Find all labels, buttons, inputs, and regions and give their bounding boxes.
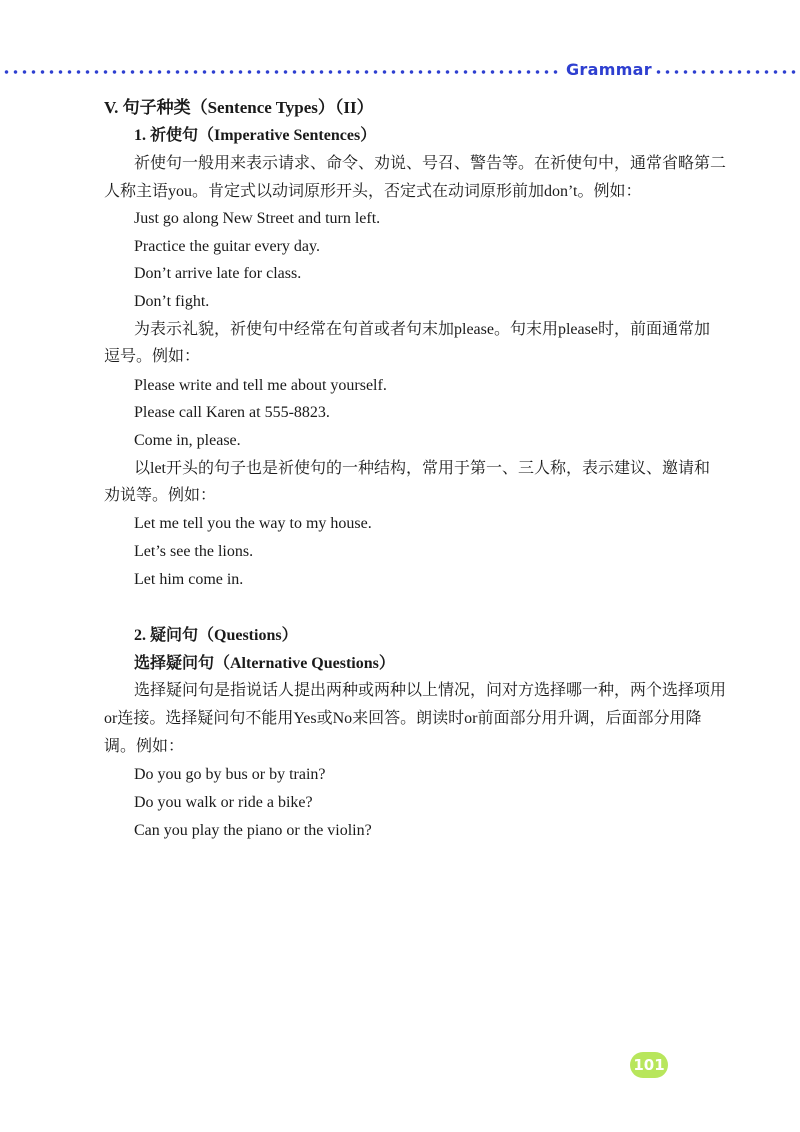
example-sentence: Let me tell you the way to my house. xyxy=(134,515,372,532)
example-sentence: Practice the guitar every day. xyxy=(134,238,320,255)
example-sentence: Do you go by bus or by train? xyxy=(134,766,326,783)
questions-title: 2. 疑问句（Questions） xyxy=(134,627,298,644)
example-sentence: Let him come in. xyxy=(134,571,244,588)
example-sentence: Don’t arrive late for class. xyxy=(134,265,302,282)
polite-note-line-2: 逗号。例如： xyxy=(104,348,201,365)
let-note-line-2: 劝说等。例如： xyxy=(104,487,217,504)
page-number-badge: 101 xyxy=(630,1052,668,1078)
example-sentence: Can you play the piano or the violin? xyxy=(134,822,372,839)
imperative-intro-line-1: 祈使句一般用来表示请求、命令、劝说、号召、警告等。在祈使句中，通常省略第二 xyxy=(134,155,727,172)
example-sentence: Don’t fight. xyxy=(134,293,210,310)
questions-desc-line-2: or连接。选择疑问句不能用Yes或No来回答。朗读时or前面部分用升调，后面部分用降 xyxy=(104,710,702,727)
running-header-title: Grammar xyxy=(566,60,652,79)
header-dotted-rule-left xyxy=(2,70,562,74)
example-sentence: Please write and tell me about yourself. xyxy=(134,377,387,394)
example-sentence: Let’s see the lions. xyxy=(134,543,254,560)
example-sentence: Do you walk or ride a bike? xyxy=(134,794,313,811)
imperative-intro-line-2: 人称主语you。肯定式以动词原形开头，否定式在动词原形前加don’t。例如： xyxy=(104,183,642,200)
let-note-line-1: 以let开头的句子也是祈使句的一种结构，常用于第一、三人称，表示建议、邀请和 xyxy=(134,460,710,477)
section-heading: V. 句子种类（Sentence Types）（II） xyxy=(104,98,374,117)
example-sentence: Just go along New Street and turn left. xyxy=(134,210,381,227)
imperative-title: 1. 祈使句（Imperative Sentences） xyxy=(134,127,377,144)
example-sentence: Please call Karen at 555-8823. xyxy=(134,404,330,421)
questions-desc-line-1: 选择疑问句是指说话人提出两种或两种以上情况，问对方选择哪一种，两个选择项用 xyxy=(134,682,727,699)
polite-note-line-1: 为表示礼貌，祈使句中经常在句首或者句末加please。句末用please时，前面通常加 xyxy=(134,321,710,338)
example-sentence: Come in, please. xyxy=(134,432,241,449)
alternative-questions-subtitle: 选择疑问句（Alternative Questions） xyxy=(134,655,395,672)
header-dotted-rule-right xyxy=(654,70,800,74)
questions-desc-line-3: 调。例如： xyxy=(104,738,185,755)
